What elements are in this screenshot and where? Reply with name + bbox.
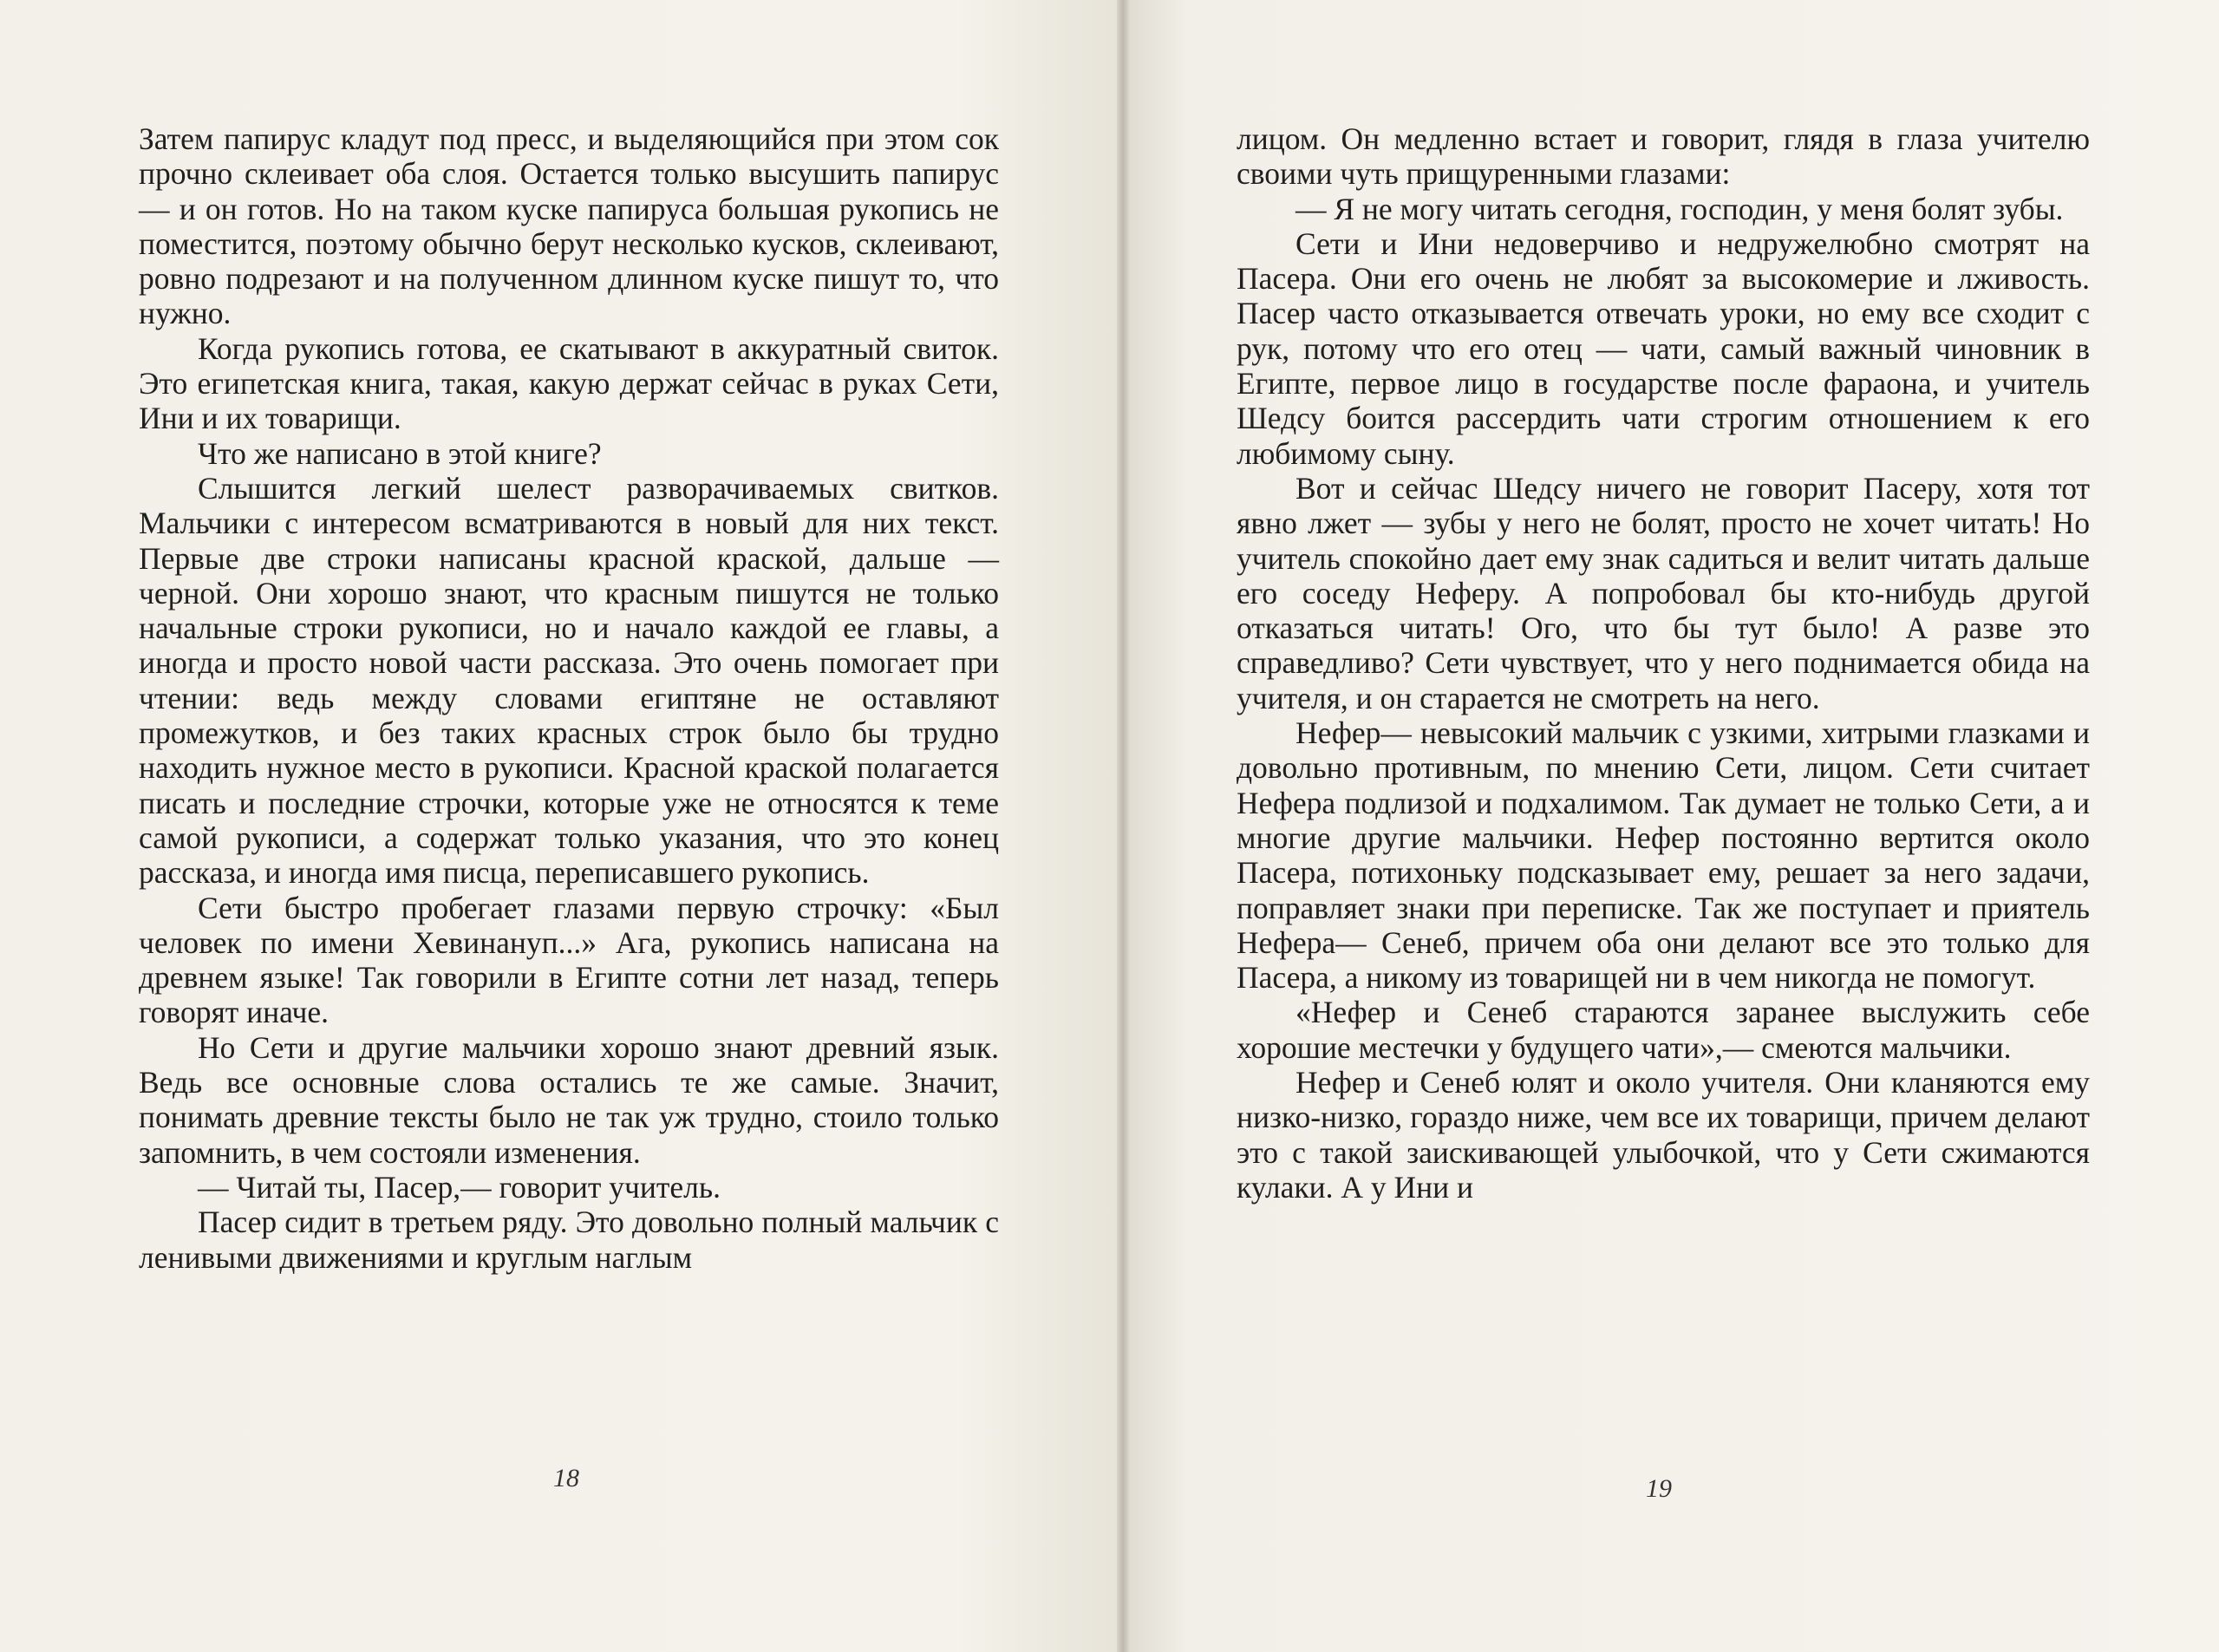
paragraph: Вот и сейчас Шедсу ничего не говорит Пасеру, хотя тот явно лжет — зубы у него не болят, просто не хочет читать! Но учитель спокойно дает ему знак садиться и велит читать дальше его соседу Неферу. А попробовал бы кто-нибудь другой отказаться читать! Ого, что бы тут было! А разве это справедливо? Сети чувствует, что у него поднимается обида на учителя, и он старается не смотреть на него.	[1237, 470, 2090, 715]
paragraph: «Нефер и Сенеб стараются заранее выслужить себе хорошие местечки у будущего чати»,— смеются мальчики.	[1237, 995, 2090, 1065]
paragraph: Что же написано в этой книге?	[198, 435, 602, 471]
paragraph: Но Сети и другие мальчики хорошо знают древний язык. Ведь все основные слова остались те же самые. Значит, понимать древние тексты было не так уж трудно, стоило только запомнить, в чем состояли изменения.	[139, 1029, 999, 1170]
paragraph: — Читай ты, Пасер,— говорит учитель.	[198, 1169, 721, 1205]
paragraph: Сети и Ини недоверчиво и недружелюбно смотрят на Пасера. Они его очень не любят за высокомерие и лживость. Пасер часто отказывается отвечать уроки, но ему все сходит с рук, потому что его отец — чати, самый важный чиновник в Египте, первое лицо в государстве после фараона, и учитель Шедсу боится рассердить чати строгим отношением к его любимому сыну.	[1237, 225, 2090, 471]
left-page-text	[139, 121, 999, 1275]
paragraph: Сети быстро пробегает глазами первую строчку: «Был человек по имени Хевинануп...» Ага, рукопись написана на древнем языке! Так говорили в Египте сотни лет назад, теперь говорят иначе.	[139, 890, 999, 1030]
paragraph: Пасер сидит в третьем ряду. Это довольно полный мальчик с ленивыми движениями и круглым наглым	[139, 1205, 999, 1275]
paragraph: Нефер— невысокий мальчик с узкими, хитрыми глазками и довольно противным, по мнению Сети, лицом. Сети считает Нефера подлизой и подхалимом. Так думает не только Сети, а и многие другие мальчики. Нефер постоянно вертится около Пасера, потихоньку подсказывает ему, решает за него задачи, поправляет знаки при переписке. Так же поступает и приятель Нефера— Сенеб, причем оба они делают все это только для Пасера, а никому из товарищей ни в чем никогда не помогут.	[1237, 715, 2090, 996]
paragraph: Когда рукопись готова, ее скатывают в аккуратный свиток. Это египетская книга, такая, какую держат сейчас в руках Сети, Ини и их товарищи.	[139, 330, 999, 436]
page-number-left: 18	[553, 1464, 579, 1492]
paragraph: Нефер и Сенеб юлят и около учителя. Они кланяются ему низко-низко, гораздо ниже, чем все их товарищи, причем делают это с такой заискивающей улыбочкой, что у Сети сжимаются кулаки. А у Ини и	[1237, 1065, 2090, 1205]
paragraph: Затем папирус кладут под пресс, и выделяющийся при этом сок прочно склеивает оба слоя. Остается только высушить папирус — и он готов. Но на таком куске папируса большая рукопись не поместится, поэтому обычно берут несколько кусков, склеивают, ровно подрезают и на полученном длинном куске пишут то, что нужно.	[139, 121, 999, 331]
right-page-text	[1237, 121, 2090, 1205]
page-number-right: 19	[1646, 1474, 1672, 1503]
paragraph: — Я не могу читать сегодня, господин, у меня болят зубы.	[1296, 191, 2064, 226]
paragraph: лицом. Он медленно встает и говорит, глядя в глаза учителю своими чуть прищуренными глазами:	[1237, 121, 2090, 192]
paragraph: Слышится легкий шелест разворачиваемых свитков. Мальчики с интересом всматриваются в новый для них текст. Первые две строки написаны красной краской, дальше — черной. Они хорошо знают, что красным пишутся не только начальные строки рукописи, но и начало каждой ее главы, а иногда и просто новой части рассказа. Это очень помогает при чтении: ведь между словами египтяне не оставляют промежутков, и без таких красных строк было бы трудно находить нужное место в рукописи. Красной краской полагается писать и последние строчки, которые уже не относятся к теме самой рукописи, а содержат только указания, что это конец рассказа, и иногда имя писца, переписавшего рукопись.	[139, 470, 999, 891]
book-gutter	[1117, 0, 1129, 1652]
